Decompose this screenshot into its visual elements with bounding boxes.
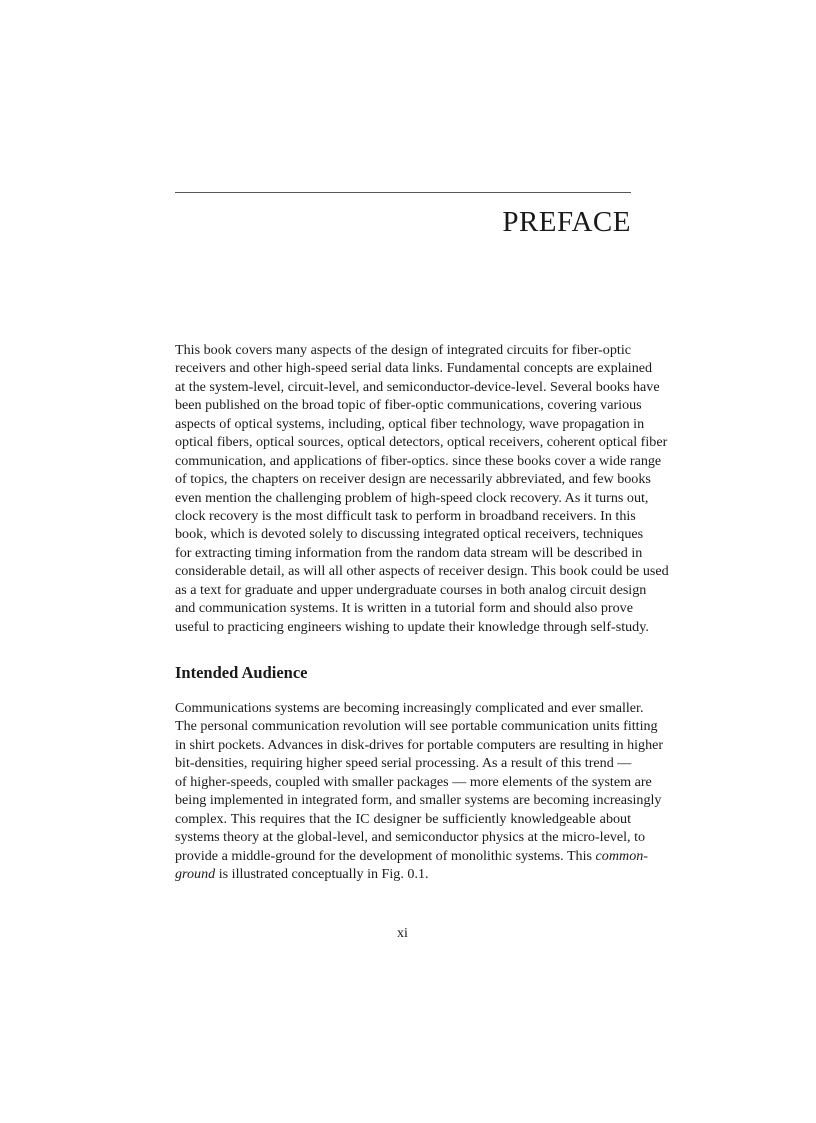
text-line: and communication systems. It is written in a tutorial form and should also prove [175, 600, 633, 617]
text-line: been published on the broad topic of fiber-optic communications, covering various [175, 397, 642, 414]
text-line: useful to practicing engineers wishing to update their knowledge through self-study. [175, 618, 649, 635]
text-line: considerable detail, as will all other aspects of receiver design. This book could be used [175, 563, 669, 580]
text-line [175, 847, 648, 865]
text-line: The personal communication revolution will see portable communication units fitting [175, 718, 658, 735]
paragraph-audience [175, 699, 664, 883]
section-heading: Intended Audience [175, 663, 308, 682]
text-line: bit-densities, requiring higher speed serial processing. As a result of this trend — [175, 755, 632, 772]
text-line: even mention the challenging problem of high-speed clock recovery. As it turns out, [175, 489, 649, 506]
header-rule [175, 192, 631, 193]
text-line: This book covers many aspects of the design of integrated circuits for fiber-optic [175, 342, 631, 358]
text-line [175, 865, 631, 883]
text-line: Communications systems are becoming increasingly complicated and ever smaller. [175, 700, 644, 716]
text-line: complex. This requires that the IC designer be sufficiently knowledgeable about [175, 810, 631, 827]
text-line: book, which is devoted solely to discussing integrated optical receivers, techniques [175, 526, 644, 543]
text-run: provide a middle-ground for the development of monolithic systems. This [175, 847, 592, 864]
text-line: aspects of optical systems, including, optical fiber technology, wave propagation in [175, 415, 645, 432]
text-line: receivers and other high-speed serial data links. Fundamental concepts are explained [175, 360, 653, 377]
text-run: is illustrated conceptually in Fig. 0.1. [218, 865, 429, 882]
text-line: in shirt pockets. Advances in disk-drives for portable computers are resulting in higher [175, 736, 664, 753]
page-number: xi [397, 926, 408, 941]
text-line: for extracting timing information from the random data stream will be described in [175, 544, 643, 561]
text-line: of higher-speeds, coupled with smaller packages — more elements of the system are [175, 773, 652, 790]
italic-term: common- [595, 847, 648, 864]
italic-term: ground [175, 865, 216, 882]
text-line: clock recovery is the most difficult task to perform in broadband receivers. In this [175, 507, 636, 524]
text-line: communication, and applications of fiber-optics. since these books cover a wide range [175, 452, 662, 469]
text-line: systems theory at the global-level, and semiconductor physics at the micro-level, to [175, 829, 646, 846]
text-line: of topics, the chapters on receiver design are necessarily abbreviated, and few books [175, 471, 651, 488]
text-line: as a text for graduate and upper undergraduate courses in both analog circuit design [175, 581, 647, 598]
chapter-title: PREFACE [502, 206, 631, 238]
text-line: optical fibers, optical sources, optical detectors, optical receivers, coherent optical fiber [175, 434, 668, 451]
text-line: being implemented in integrated form, and smaller systems are becoming increasingly [175, 792, 662, 809]
text-line: at the system-level, circuit-level, and semiconductor-device-level. Several books have [175, 378, 660, 395]
paragraph-intro [175, 341, 669, 636]
